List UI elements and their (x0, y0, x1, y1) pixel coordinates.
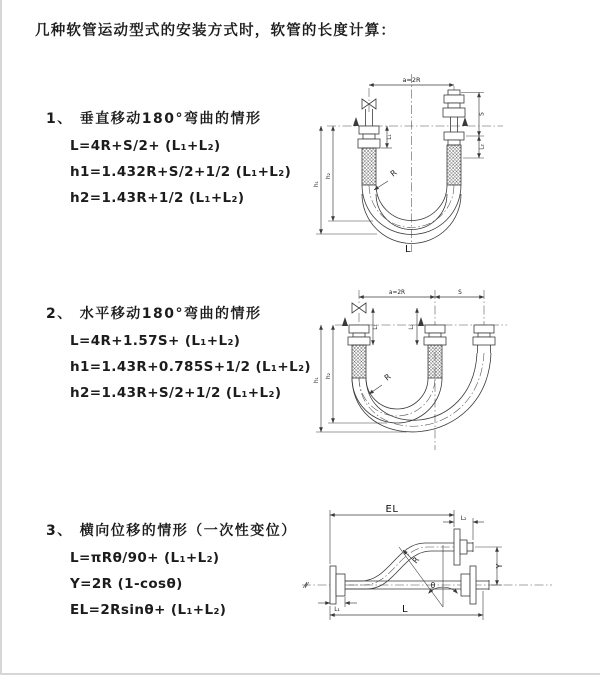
centerlines (327, 74, 503, 252)
diagram-lateral-displacement (297, 500, 597, 650)
formula-line: L=4R+S/2+ (L₁+L₂) (70, 138, 221, 154)
dim-label-a2r: a=2R (388, 290, 406, 296)
upper-flange (454, 529, 473, 565)
dim-l1 (318, 597, 357, 613)
dim-label-h2: h₂ (326, 173, 332, 179)
braided-hose-section (362, 148, 376, 185)
formula-line: L=πRθ/90+ (L₁+L₂) (70, 550, 220, 566)
section-heading (46, 108, 291, 128)
radius-callout (374, 168, 399, 190)
dim-label-theta: θ (430, 581, 436, 590)
page-title: 几种软管运动型式的安装方式时，软管的长度计算： (35, 23, 397, 39)
formula-line: h1=1.43R+0.785S+1/2 (L₁+L₂) (70, 359, 311, 375)
dim-label-r: R (388, 168, 399, 179)
dim-l1 (381, 126, 393, 148)
section-heading-text: 横向位移的情形（一次性变位） (79, 523, 297, 539)
dim-label-s: S (479, 112, 486, 116)
section-number: 1、 (46, 111, 73, 127)
dim-label-l2: L₂ (460, 516, 467, 522)
dim-y (475, 547, 504, 585)
dim-label-h2: h₂ (326, 373, 332, 379)
dim-label-el: EL (385, 504, 399, 515)
formula-line: h1=1.432R+S/2+1/2 (L₁+L₂) (70, 164, 292, 180)
formula-line: h2=1.43R+1/2 (L₁+L₂) (70, 190, 245, 206)
dim-a2r (359, 290, 435, 297)
valve-icon (352, 303, 366, 313)
formula-line: EL=2Rsinθ+ (L₁+L₂) (70, 602, 227, 618)
middle-pipe-fitting (424, 325, 446, 378)
right-pipe-fitting (473, 325, 495, 353)
dim-l2 (409, 308, 417, 345)
right-pipe-fitting (443, 90, 465, 185)
hose-s-curve (345, 543, 454, 589)
section-3 (46, 520, 297, 623)
section-heading-text: 水平移动180°弯曲的情形 (79, 306, 262, 322)
dim-l (330, 591, 483, 620)
dim-label-h1: h₁ (314, 377, 320, 383)
braided-hose-section (352, 345, 366, 378)
dim-el (330, 504, 454, 564)
dim-label-r: R (382, 372, 393, 383)
section-number: 3、 (46, 523, 73, 539)
dim-label-l1: L₁ (373, 324, 379, 330)
dim-label-l: L (404, 244, 412, 255)
dim-label-l2: L₂ (479, 144, 486, 150)
diagram-vertical-180-bend (307, 66, 592, 258)
braided-hose-section (447, 145, 461, 185)
section-2 (46, 303, 311, 406)
left-pipe-fitting (348, 325, 370, 378)
dim-l1 (373, 308, 379, 345)
dim-s (435, 290, 484, 297)
dim-l2 (443, 516, 484, 540)
hose-u-bend-position1 (352, 378, 442, 423)
left-pipe-fitting (358, 109, 380, 185)
dim-label-l: L (401, 604, 409, 615)
formula-line: L=4R+1.57S+ (L₁+L₂) (70, 333, 241, 349)
section-heading (46, 303, 311, 323)
angle-theta-construction (399, 545, 458, 607)
radius-callout (369, 372, 393, 394)
formula-line: Y=2R (1-cosθ) (70, 576, 183, 592)
dim-label-h1: h₁ (314, 181, 320, 187)
dim-label-r: R (410, 555, 422, 566)
dim-label-l1: L₁ (334, 607, 340, 613)
section-heading (46, 520, 297, 540)
dim-label-l2: L₂ (409, 324, 415, 330)
dim-label-a2r: a=2R (402, 76, 421, 84)
dim-label-y: Y (495, 563, 504, 569)
formula-line: h2=1.43R+S/2+1/2 (L₁+L₂) (70, 385, 282, 401)
hose-u-bend-position2 (352, 353, 491, 432)
dim-a2r (369, 76, 454, 85)
section-heading-text: 垂直移动180°弯曲的情形 (79, 111, 262, 127)
braided-hose-section (428, 345, 442, 378)
dim-label-l1: L₁ (387, 134, 393, 140)
dim-label-s: S (458, 290, 462, 296)
left-flange (330, 566, 345, 604)
section-1 (46, 108, 291, 211)
diagram-horizontal-180-bend (307, 280, 592, 456)
section-number: 2、 (46, 306, 73, 322)
